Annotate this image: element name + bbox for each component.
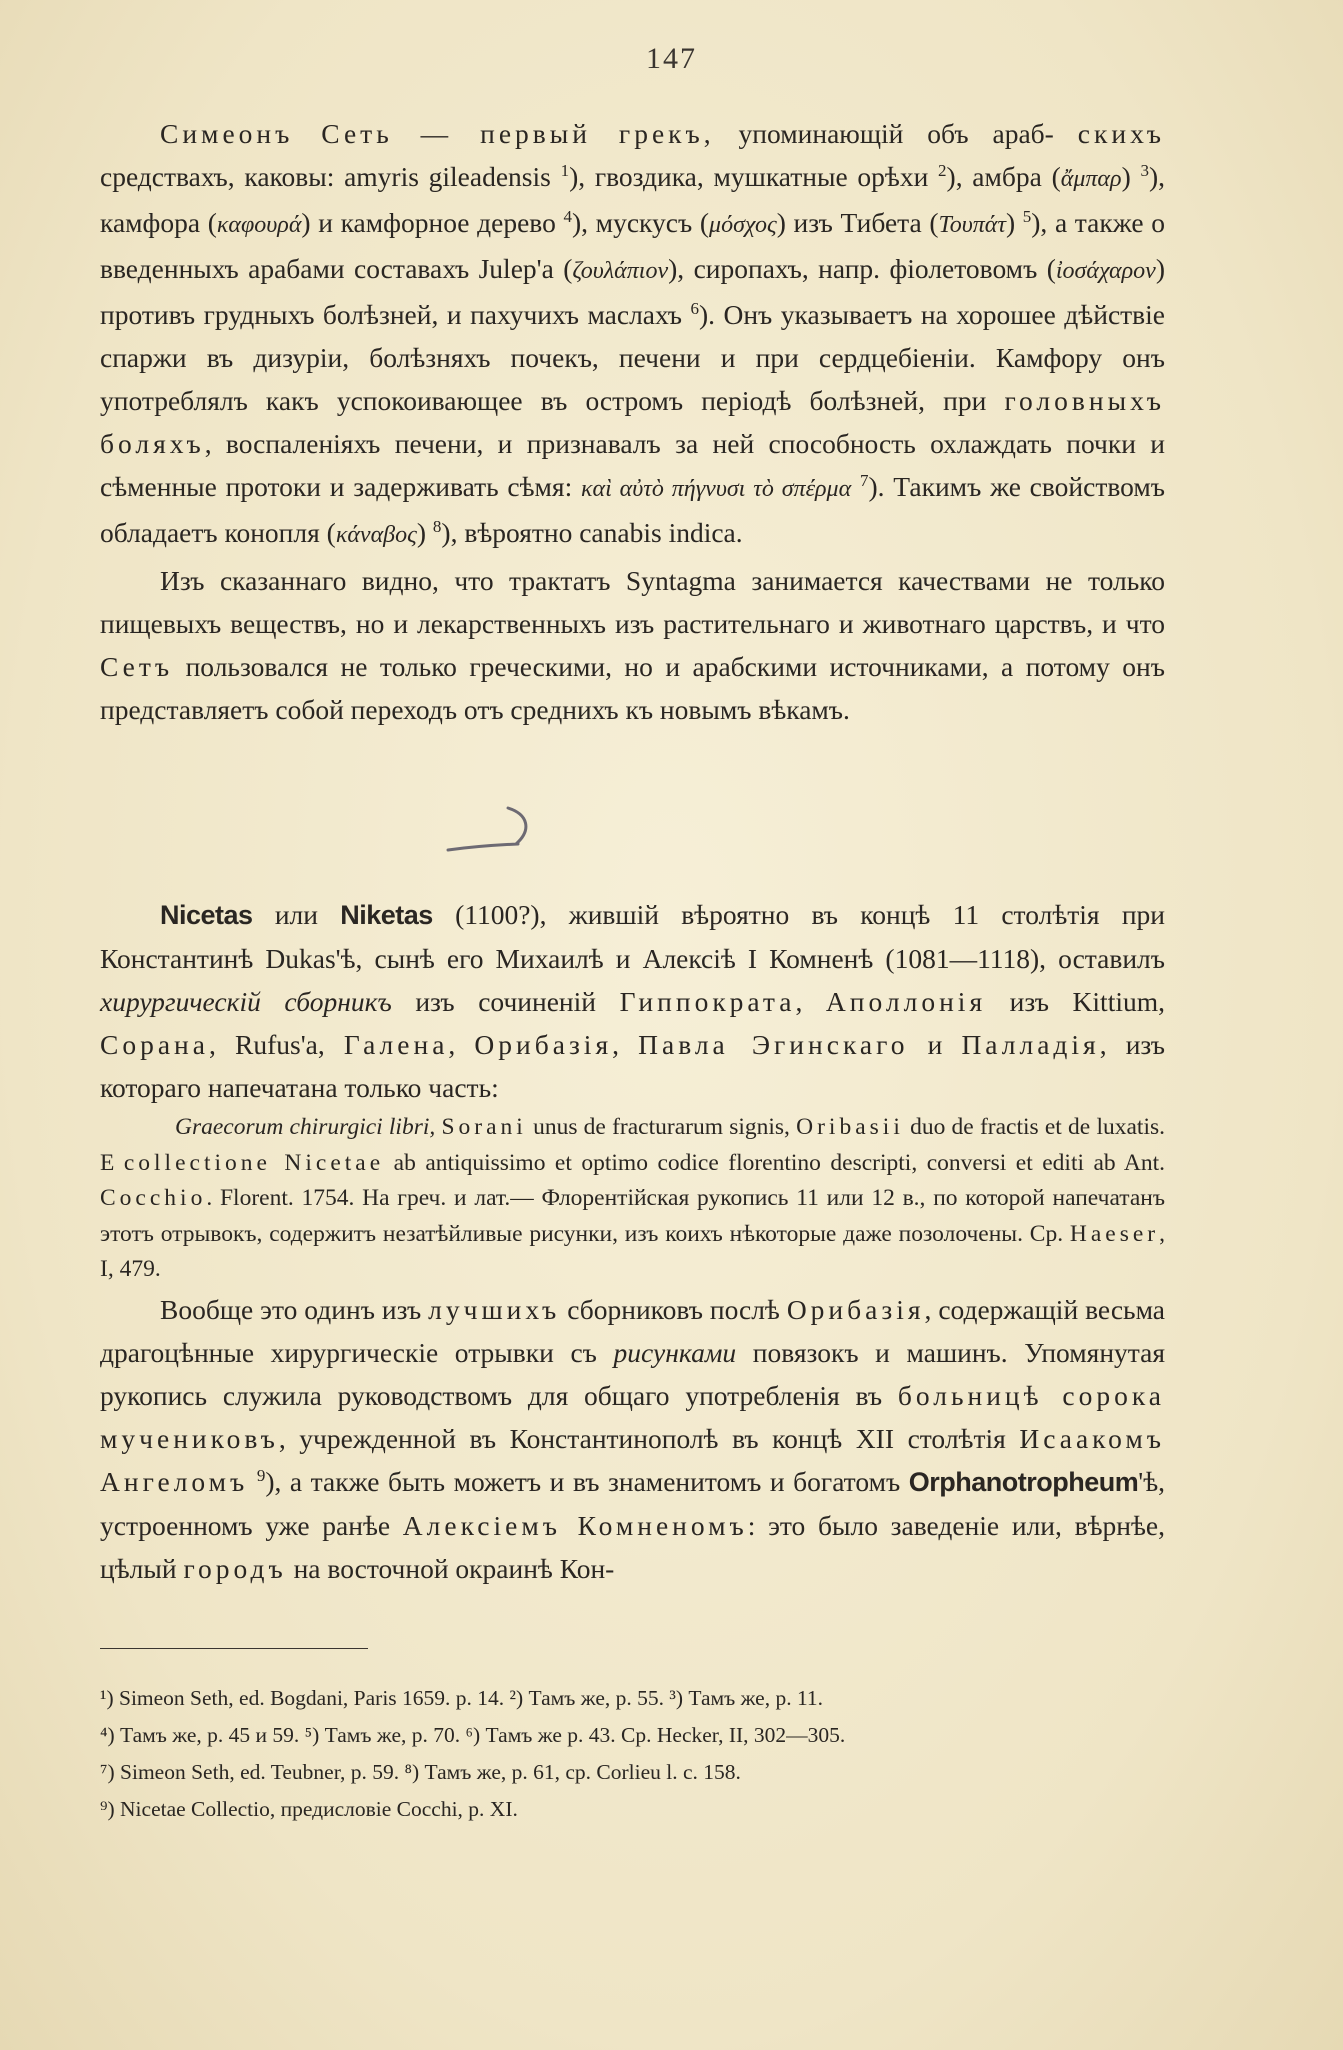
paragraph-nicetas-1: Nicetas или Niketas (1100?), жившій вѣроятно въ концѣ 11 столѣтія при Константинѣ Dukas'ѣ, сынѣ его Михаилѣ и Алексіѣ I Комненѣ (1081—1118), оставилъ хирургическій сборникъ изъ сочиненій Гиппократа, Аполлонія изъ Kittium, Сорана, Rufus'a, Галена, Орибазія, Павла Эгинскаго и Палладія, изъ котораго напечатана только часть:	[100, 899, 1166, 1103]
footnote-line: ¹) Simeon Seth, ed. Bogdani, Paris 1659. p. 14. ²) Тамъ же, p. 55. ³) Тамъ же, p. 11.	[100, 1686, 824, 1710]
footnote-line: ⁴) Тамъ же, p. 45 и 59. ⁵) Тамъ же, p. 70. ⁶) Тамъ же p. 43. Ср. Hecker, II, 302—305.	[100, 1723, 846, 1747]
footnote-ref: 8	[432, 516, 442, 536]
footnote-ref: 5	[1022, 206, 1032, 226]
greek-term: ζουλάπιον	[572, 258, 669, 284]
footnote-ref: 6	[690, 298, 699, 318]
footnote-ref: 7	[859, 470, 869, 490]
name-nicetas: Nicetas	[160, 900, 253, 930]
pencil-mark-icon	[440, 800, 550, 860]
greek-term: καὶ αὐτὸ πήγνυσι τὸ σπέρμα	[581, 476, 852, 502]
greek-term: ἄμπαρ	[1060, 166, 1122, 192]
footnote-line: ⁷) Simeon Seth, ed. Teubner, p. 59. ⁸) Тамъ же, p. 61, ср. Corlieu l. c. 158.	[100, 1760, 741, 1784]
greek-term: κάναβος	[335, 522, 417, 548]
footnote-ref: 2	[938, 160, 947, 180]
footnote-ref: 4	[563, 206, 572, 226]
page-number: 147	[646, 42, 697, 75]
paragraph-simeon-1: Симеонъ Сеть — первый грекъ, упоминающій объ араб- скихъ средствахъ, каковы: amyris gileadensis $^1$), гвоздика, мушкатные орѣхи $^2$), амбра (ἄμπαρ) $^3$), камфора (καφουρά) и камфорное дерево $^4$), мускусъ (μόσχος) изъ Тибета (Τουπάτ) $^5$), а также о введенныхъ арабами составахъ Julep'a (ζουλάπιον), сиропахъ, напр. фіолетовомъ (ἰοσάχαρον) противъ грудныхъ болѣзней, и пахучихъ маслахъ $^6$). Онъ указываетъ на хорошее дѣйствіе спаржи въ дизуріи, болѣзняхъ почекъ, печени и при сердцебіеніи. Камфору онъ употреблялъ какъ успокоивающее въ остромъ періодѣ болѣзней, при головныхъ боляхъ, воспаленіяхъ печени, и признавалъ за ней способность охлаждать почки и сѣменные протоки и задерживать сѣмя: καὶ αὐτὸ πήγνυσι τὸ σπέρμα $^7$). Такимъ же свойствомъ обладаетъ конопля (κάναβος) $^8$), вѣроятно canabis indica.	[100, 118, 1166, 548]
footnote-ref: 1	[560, 160, 570, 180]
greek-term: ἰοσάχαρον	[1055, 258, 1156, 284]
name-orphanotropheum: Orphanotropheum	[908, 1467, 1139, 1497]
paragraph-citation: Graecorum chirurgici libri, Sorani unus de fracturarum signis, Oribasii duo de fractis et de luxatis. E collectione Nicetae ab antiquissimo et optimo codice florentino descripti, conversi et editi ab Ant. Cocchio. Florent. 1754. На греч. и лат.— Флорентійская рукопись 11 или 12 в., по которой напечатанъ этотъ отрывокъ, содержитъ незатѣйливые рисунки, изъ коихъ нѣкоторые даже позолочены. Ср. Haeser, I, 479.	[100, 1114, 1165, 1282]
paragraph-nicetas-2: Вообще это одинъ изъ лучшихъ сборниковъ послѣ Орибазія, содержащій весьма драгоцѣнные хирургическіе отрывки съ рисунками повязокъ и машинъ. Упомянутая рукопись служила руководствомъ для общаго употребленія въ больницѣ сорока мучениковъ, учрежденной въ Константинополѣ въ концѣ XII столѣтія Исаакомъ Ангеломъ $^9$), а также быть можетъ и въ знаменитомъ и богатомъ Orphanotropheum'ѣ, устроенномъ уже ранѣе Алексіемъ Комненомъ: это было заведеніе или, вѣрнѣе, цѣлый городъ на восточной окраинѣ Кон-	[100, 1294, 1166, 1584]
greek-term: Τουπάτ	[938, 212, 1006, 238]
section-nicetas-continued	[100, 1288, 1165, 1590]
paragraph-simeon-2: Изъ сказаннаго видно, что трактатъ Syntagma занимается качествами не только пищевыхъ веществъ, но и лекарственныхъ изъ растительнаго и животнаго царствъ, и что Сетъ пользовался не только греческими, но и арабскими источниками, а потому онъ представляетъ собой переходъ отъ среднихъ къ новымъ вѣкамъ.	[100, 565, 1165, 725]
footnotes	[100, 1680, 1165, 1828]
small-print-citation	[100, 1110, 1165, 1288]
section-nicetas	[100, 893, 1165, 1109]
name-niketas: Niketas	[340, 900, 433, 930]
footnote-separator	[100, 1648, 368, 1649]
greek-term: μόσχος	[709, 212, 777, 238]
section-simeon-seth	[100, 112, 1165, 731]
footnote-ref: 3	[1140, 160, 1149, 180]
greek-term: καφουρά	[216, 212, 302, 238]
footnote-ref: 9	[256, 1465, 266, 1485]
footnote-line: ⁹) Nicetae Collectio, предисловіе Cocchi, p. XI.	[100, 1797, 518, 1821]
